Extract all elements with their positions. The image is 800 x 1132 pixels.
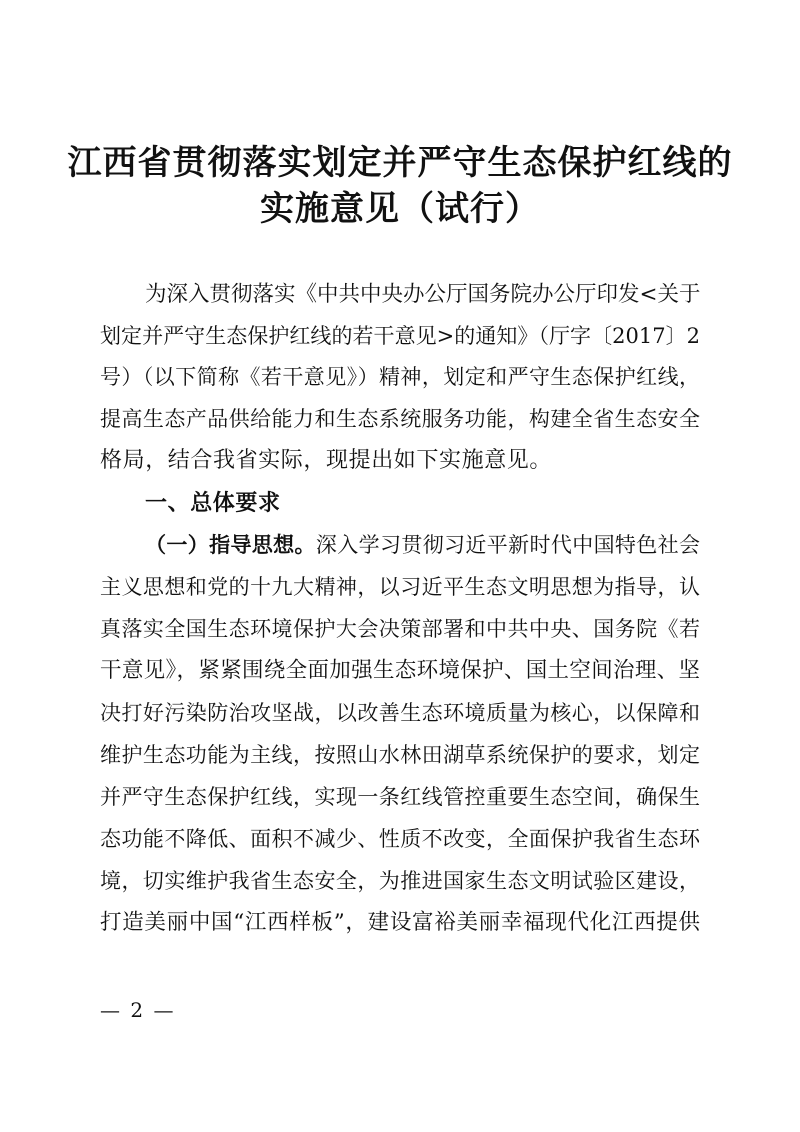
body-line-8: 境，切实维护我省生态安全，为推进国家生态文明试验区建设，	[100, 869, 700, 893]
document-title-line-2: 实施意见（试行）	[260, 189, 540, 229]
intro-line-3: 号）（以下简称《若干意见》）精神，划定和严守生态保护红线，	[100, 365, 700, 389]
intro-line-2: 划定并严守生态保护红线的若干意见>的通知》（厅字〔2017〕2	[100, 324, 700, 348]
subsection-heading: （一）指导思想。	[145, 532, 316, 557]
subsection-first-line-text: 深入学习贯彻习近平新时代中国特色社会	[315, 533, 701, 557]
subsection-first-line	[145, 530, 700, 560]
document-title-line-1: 江西省贯彻落实划定并严守生态保护红线的	[67, 143, 733, 183]
intro-line-5: 格局，结合我省实际，现提出如下实施意见。	[100, 448, 553, 473]
page-number: — 2 —	[100, 998, 176, 1022]
body-line-6: 并严守生态保护红线，实现一条红线管控重要生态空间，确保生	[100, 785, 700, 809]
intro-line-4: 提高生态产品供给能力和生态系统服务功能，构建全省生态安全	[100, 407, 700, 431]
body-line-7: 态功能不降低、面积不减少、性质不改变，全面保护我省生态环	[100, 827, 700, 851]
intro-line-1: 为深入贯彻落实《中共中央办公厅国务院办公厅印发<关于	[145, 282, 701, 307]
body-line-2: 真落实全国生态环境保护大会决策部署和中共中央、国务院《若	[100, 617, 700, 641]
section-heading: 一、总体要求	[145, 490, 281, 516]
body-line-5: 维护生态功能为主线，按照山水林田湖草系统保护的要求，划定	[100, 743, 700, 767]
body-line-1: 主义思想和党的十九大精神，以习近平生态文明思想为指导，认	[100, 575, 700, 599]
body-line-4: 决打好污染防治攻坚战，以改善生态环境质量为核心，以保障和	[100, 701, 700, 725]
body-line-3: 干意见》，紧紧围绕全面加强生态环境保护、国土空间治理、坚	[100, 658, 700, 683]
body-line-9: 打造美丽中国“江西样板”，建设富裕美丽幸福现代化江西提供	[100, 910, 700, 935]
